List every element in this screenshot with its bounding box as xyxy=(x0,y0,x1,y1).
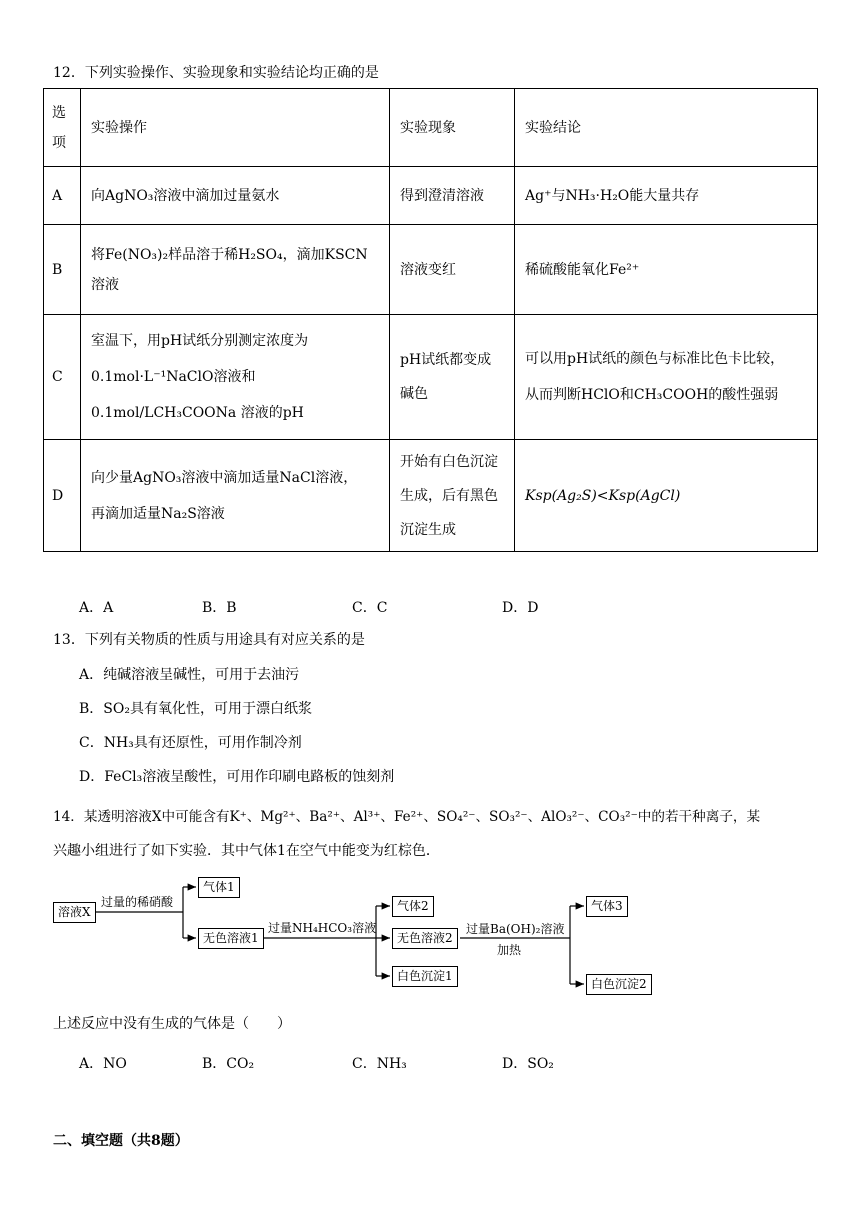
row-phenomenon: pH试纸都变成 碱色 xyxy=(390,315,515,440)
q14-choice-a[interactable]: A．NO xyxy=(79,1056,127,1072)
flow-gas-3: 气体3 xyxy=(586,896,628,917)
flow-gas-1: 气体1 xyxy=(198,877,240,898)
q13-stem: 13．下列有关物质的性质与用途具有对应关系的是 xyxy=(53,632,365,648)
q12-choice-b[interactable]: B．B xyxy=(202,600,237,616)
q12-choice-a[interactable]: A．A xyxy=(79,600,114,616)
flow-colorless-solution-2: 无色溶液2 xyxy=(392,928,458,949)
row-conclusion: Ksp(Ag₂S)<Ksp(AgCl) xyxy=(515,440,818,552)
q14-question: 上述反应中没有生成的气体是（ ） xyxy=(53,1016,291,1032)
q13-choice-c[interactable]: C．NH₃具有还原性，可用作制冷剂 xyxy=(79,735,302,751)
section-title: 二、填空题（共8题） xyxy=(53,1133,189,1149)
header-conclusion: 实验结论 xyxy=(515,89,818,167)
row-phenomenon: 溶液变红 xyxy=(390,225,515,315)
flow-solution-x: 溶液X xyxy=(53,902,96,923)
row-phenomenon: 得到澄清溶液 xyxy=(390,167,515,225)
q14-choice-c[interactable]: C．NH₃ xyxy=(352,1056,407,1072)
row-operation: 向少量AgNO₃溶液中滴加适量NaCl溶液， 再滴加适量Na₂S溶液 xyxy=(81,440,390,552)
row-option: D xyxy=(44,440,81,552)
q13-choice-b[interactable]: B．SO₂具有氧化性，可用于漂白纸浆 xyxy=(79,701,312,717)
header-option: 选 项 xyxy=(44,89,81,167)
row-option: A xyxy=(44,167,81,225)
q12-stem: 12．下列实验操作、实验现象和实验结论均正确的是 xyxy=(53,65,379,81)
flow-white-precipitate-2: 白色沉淀2 xyxy=(586,974,652,995)
q12-choice-d[interactable]: D．D xyxy=(502,600,539,616)
row-option: C xyxy=(44,315,81,440)
row-operation: 向AgNO₃溶液中滴加过量氨水 xyxy=(81,167,390,225)
row-conclusion: Ag⁺与NH₃·H₂O能大量共存 xyxy=(515,167,818,225)
flow-colorless-solution-1: 无色溶液1 xyxy=(198,928,264,949)
flow-reagent-3: 过量Ba(OH)₂溶液 xyxy=(466,922,565,936)
flow-gas-2: 气体2 xyxy=(392,896,434,917)
q13-choice-a[interactable]: A．纯碱溶液呈碱性，可用于去油污 xyxy=(79,667,300,683)
row-phenomenon: 开始有白色沉淀 生成，后有黑色 沉淀生成 xyxy=(390,440,515,552)
row-conclusion: 可以用pH试纸的颜色与标准比色卡比较， 从而判断HClO和CH₃COOH的酸性强弱 xyxy=(515,315,818,440)
q13-choice-d[interactable]: D．FeCl₃溶液呈酸性，可用作印刷电路板的蚀刻剂 xyxy=(79,769,395,785)
flow-reagent-2: 过量NH₄HCO₃溶液 xyxy=(268,921,377,935)
flow-reagent-1: 过量的稀硝酸 xyxy=(101,895,174,909)
q14-choice-d[interactable]: D．SO₂ xyxy=(502,1056,554,1072)
q14-stem-line1: 14．某透明溶液X中可能含有K⁺、Mg²⁺、Ba²⁺、Al³⁺、Fe²⁺、SO₄²⁻、SO₃²⁻、AlO₃²⁻、CO₃²⁻中的若干种离子，某 xyxy=(53,809,761,825)
q14-stem-line2: 兴趣小组进行了如下实验．其中气体1在空气中能变为红棕色． xyxy=(53,843,440,859)
flow-white-precipitate-1: 白色沉淀1 xyxy=(392,966,458,987)
row-operation: 将Fe(NO₃)₂样品溶于稀H₂SO₄，滴加KSCN 溶液 xyxy=(81,225,390,315)
row-option: B xyxy=(44,225,81,315)
row-conclusion: 稀硫酸能氧化Fe²⁺ xyxy=(515,225,818,315)
flow-heat: 加热 xyxy=(497,943,522,957)
q14-choice-b[interactable]: B．CO₂ xyxy=(202,1056,255,1072)
header-operation: 实验操作 xyxy=(81,89,390,167)
q12-choice-c[interactable]: C．C xyxy=(352,600,388,616)
row-operation: 室温下，用pH试纸分别测定浓度为 0.1mol·L⁻¹NaClO溶液和 0.1mol/LCH₃COONa 溶液的pH xyxy=(81,315,390,440)
header-phenomenon: 实验现象 xyxy=(390,89,515,167)
